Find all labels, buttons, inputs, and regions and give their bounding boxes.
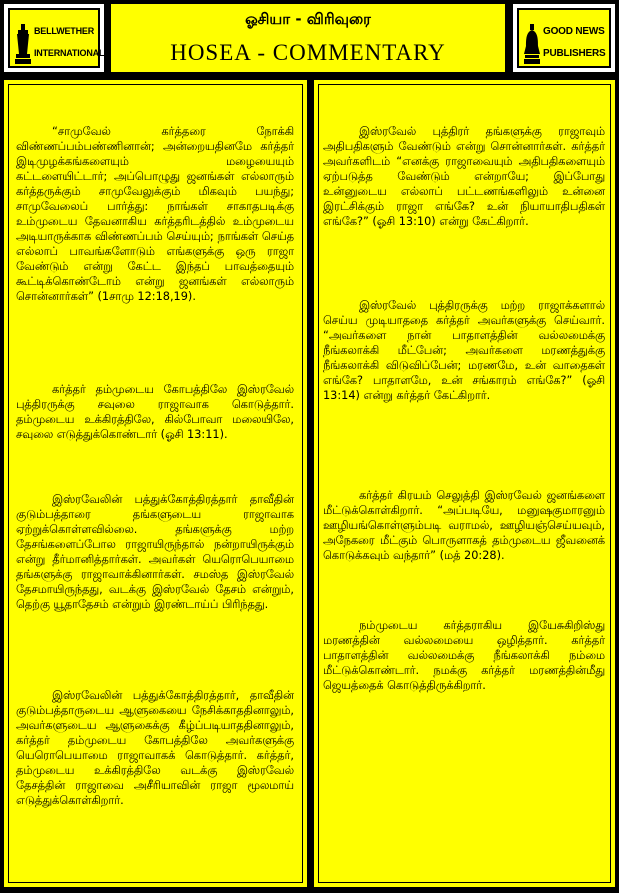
right-paragraph-4: நம்முடைய கர்த்தராகிய இயேசுகிறிஸ்து மரணத்தின் வல்லமையை ஒழித்தார். கர்த்தர் பாதாளத்தின் வல்லமைக்கு நீங்கலாக்கி நம்மை மீட்டுக்கொண்டார். நமக்கு கர்த்தர் மரணத்தின்மீது ஜெயத்தைக் கொடுத்திருக்கிறார். <box>323 619 605 692</box>
good-news-logo <box>517 8 611 68</box>
left-paragraph-1: “சாமுவேல் கர்த்தரை நோக்கி விண்ணப்பம்பண்ணினான்; அன்றையதினமே கர்த்தர் இடிமுழக்கங்களையும் மழையையும் கட்டளையிட்டார்; அப்பொழுது ஜனங்கள் எல்லாரும் கர்த்தருக்கும் சாமுவேலுக்கும் மிகவும் பயந்து; சாமுவேலைப் பார்த்து: நாங்கள் சாகாதபடிக்கு உம்முடைய தேவனாகிய கர்த்தரிடத்தில் உம்முடைய அடியாருக்காக விண்ணப்பம் செய்யும்; நாங்கள் செய்த எல்லாப் பாவங்களோடும் எங்களுக்கு ஒரு ராஜா வேண்டும் என்று கேட்ட இந்தப் பாவத்தையும் கூட்டிக்கொண்டோம் என்று ஜனங்கள் எல்லாரும் சொன்னார்கள்” (1சாமு 12:18,19). <box>16 125 294 303</box>
good-news-logo-line2: PUBLISHERS <box>543 48 606 59</box>
title-box <box>109 2 507 74</box>
bellwether-logo <box>8 8 105 68</box>
bellwether-lamp-icon <box>14 24 32 66</box>
right-logo-box <box>511 2 617 74</box>
right-paragraph-3: கர்த்தர் கிரயம் செலுத்தி இஸ்ரவேல் ஜனங்களை மீட்டுக்கொள்கிறார். “அப்படியே, மனுஷகுமாரனும் ஊழியங்கொள்ளும்படி வராமல், ஊழியஞ்செய்யவும், அநேகரை மீட்கும் பொருளாகத் தம்முடைய ஜீவனைக் கொடுக்கவும் வந்தார்” (மத் 20:28). <box>323 489 605 562</box>
left-paragraph-3: இஸ்ரவேலின் பத்துக்கோத்திரத்தார் தாவீதின் குடும்பத்தாரை தங்களுடைய ராஜாவாக ஏற்றுக்கொள்ளவில்லை. தங்களுக்கு மற்ற தேசங்களைப்போல ராஜாயிருந்தால் நன்றாயிருக்கும் என்று தீர்மானித்தார்கள். அவர்கள் யெரொபெயாமை தங்களுக்கு ராஜாவாக்கினார்கள். சமஸ்த இஸ்ரவேல் தேசமாயிருந்தது, வடக்கு இஸ்ரவேல் தேசம் என்றும், தெற்கு யூதாதேசம் என்றும் இரண்டாய்ப் பிரிந்தது. <box>16 493 294 611</box>
left-paragraph-4: இஸ்ரவேலின் பத்துக்கோத்திரத்தார், தாவீதின் குடும்பத்தாருடைய ஆளுகையை நேசிக்காததினாலும், அவர்களுடைய ஆளுகைக்கு கீழ்ப்படியாததினாலும், கர்த்தர் தம்முடைய கோபத்திலே அவர்களுக்கு யெரொபெயாமை ராஜாவாகக் கொடுத்தார். கர்த்தர், தம்முடைய உக்கிரத்திலே வடக்கு இஸ்ரவேல் தேசத்தின் ராஜாவை அசீரியாவின் ராஜா மூலமாய் எடுத்துக்கொள்கிறார். <box>16 689 294 807</box>
left-logo-box <box>2 2 106 74</box>
right-paragraph-1: இஸ்ரவேல் புத்திரர் தங்களுக்கு ராஜாவும் அதிபதிகளும் வேண்டும் என்று சொன்னார்கள். கர்த்தர் அவர்களிடம் “எனக்கு ராஜாவையும் அதிபதிகளையும் ஏற்படுத்த வேண்டும் என்றாயே; இப்போது உன்னுடைய எல்லாப் பட்டணங்களிலும் உன்னை இரட்சிக்கும் ராஜா எங்கே? உன் நியாயாதிபதிகள் எங்கே?” (ஓசி 13:10) என்று கேட்கிறார். <box>323 125 605 228</box>
left-paragraph-2: கர்த்தர் தம்முடைய கோபத்திலே இஸ்ரவேல் புத்திரருக்கு சவுலை ராஜாவாக கொடுத்தார். தம்முடைய உக்கிரத்திலே, கில்போவா மலையிலே, சவுலை எடுத்துக்கொண்டார் (ஓசி 13:11). <box>16 383 294 441</box>
bellwether-logo-line1: BELLWETHER <box>34 26 94 36</box>
good-news-logo-line1: GOOD NEWS <box>543 26 605 37</box>
left-column <box>2 78 309 889</box>
good-news-bell-icon <box>523 24 541 66</box>
right-column <box>312 78 617 889</box>
title-tamil: ஓசியா - விரிவுரை <box>245 10 371 28</box>
right-paragraph-2: இஸ்ரவேல் புத்திரருக்கு மற்ற ராஜாக்களால் செய்ய முடியாததை கர்த்தர் அவர்களுக்கு செய்வார். “அவர்களை நான் பாதாளத்தின் வல்லமைக்கு நீங்கலாக்கி மீட்பேன்; அவர்களை மரணத்துக்கு நீங்கலாக்கி விடுவிப்பேன்; மரணமே, உன் வாதைகள் எங்கே? பாதாளமே, உன் சங்காரம் எங்கே?” (ஓசி 13:14) என்று கர்த்தர் கேட்கிறார். <box>323 299 605 402</box>
title-english: HOSEA - COMMENTARY <box>170 40 446 65</box>
bellwether-logo-line2: INTERNATIONAL <box>34 48 105 58</box>
